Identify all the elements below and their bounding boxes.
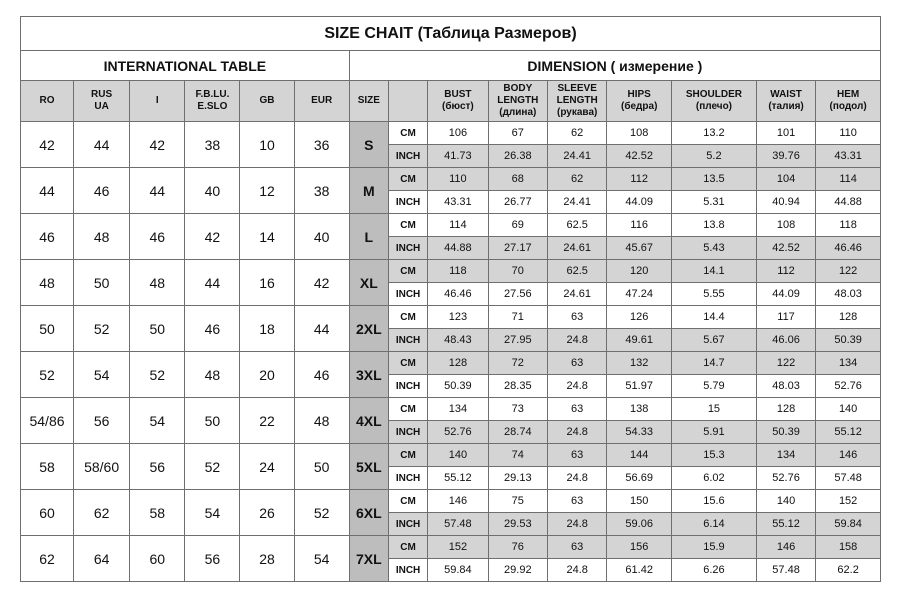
cm-value-cell: 104 <box>756 168 815 191</box>
cm-value-cell: 62.5 <box>547 214 606 237</box>
intl-size-cell: 14 <box>240 214 294 260</box>
cm-value-cell: 63 <box>547 352 606 375</box>
unit-cm-label: CM <box>388 352 427 375</box>
inch-value-cell: 55.12 <box>756 513 815 536</box>
intl-size-cell: 38 <box>294 168 349 214</box>
cm-value-cell: 67 <box>488 122 547 145</box>
cm-value-cell: 15.3 <box>672 444 757 467</box>
cm-value-cell: 117 <box>756 306 815 329</box>
size-label: 5XL <box>349 444 388 490</box>
inch-value-cell: 27.17 <box>488 237 547 260</box>
inch-value-cell: 24.61 <box>547 283 606 306</box>
dimension-label: DIMENSION ( измерение ) <box>349 51 880 81</box>
size-label: S <box>349 122 388 168</box>
inch-value-cell: 5.67 <box>672 329 757 352</box>
intl-size-cell: 52 <box>294 490 349 536</box>
cm-value-cell: 146 <box>428 490 488 513</box>
cm-value-cell: 146 <box>816 444 881 467</box>
inch-value-cell: 24.41 <box>547 191 606 214</box>
inch-value-cell: 5.2 <box>672 145 757 168</box>
unit-inch-label: INCH <box>388 421 427 444</box>
intl-size-cell: 46 <box>21 214 74 260</box>
intl-size-cell: 62 <box>21 536 74 582</box>
inch-value-cell: 59.84 <box>428 559 488 582</box>
table-row <box>21 398 881 421</box>
cm-value-cell: 112 <box>756 260 815 283</box>
international-table-label: INTERNATIONAL TABLE <box>21 51 350 81</box>
table-row <box>21 444 881 467</box>
cm-value-cell: 138 <box>607 398 672 421</box>
cm-value-cell: 108 <box>607 122 672 145</box>
unit-inch-label: INCH <box>388 283 427 306</box>
cm-value-cell: 63 <box>547 536 606 559</box>
inch-value-cell: 42.52 <box>607 145 672 168</box>
inch-value-cell: 51.97 <box>607 375 672 398</box>
inch-value-cell: 5.79 <box>672 375 757 398</box>
intl-size-cell: 52 <box>130 352 185 398</box>
cm-value-cell: 15.9 <box>672 536 757 559</box>
inch-value-cell: 43.31 <box>816 145 881 168</box>
cm-value-cell: 128 <box>756 398 815 421</box>
inch-value-cell: 59.06 <box>607 513 672 536</box>
cm-value-cell: 123 <box>428 306 488 329</box>
cm-value-cell: 14.4 <box>672 306 757 329</box>
unit-cm-label: CM <box>388 306 427 329</box>
header-waist: WAIST (талия) <box>756 81 815 122</box>
header-body-length: BODY LENGTH (длина) <box>488 81 547 122</box>
header-unit <box>388 81 427 122</box>
inch-value-cell: 5.91 <box>672 421 757 444</box>
unit-cm-label: CM <box>388 122 427 145</box>
intl-size-cell: 44 <box>294 306 349 352</box>
intl-size-cell: 44 <box>74 122 130 168</box>
cm-value-cell: 122 <box>756 352 815 375</box>
header-hips: HIPS (бедра) <box>607 81 672 122</box>
intl-size-cell: 54 <box>74 352 130 398</box>
cm-value-cell: 152 <box>816 490 881 513</box>
cm-value-cell: 134 <box>428 398 488 421</box>
cm-value-cell: 134 <box>816 352 881 375</box>
inch-value-cell: 44.88 <box>428 237 488 260</box>
cm-value-cell: 134 <box>756 444 815 467</box>
cm-value-cell: 110 <box>816 122 881 145</box>
intl-size-cell: 26 <box>240 490 294 536</box>
cm-value-cell: 72 <box>488 352 547 375</box>
header-size: SIZE <box>349 81 388 122</box>
inch-value-cell: 50.39 <box>756 421 815 444</box>
cm-value-cell: 74 <box>488 444 547 467</box>
intl-size-cell: 56 <box>185 536 240 582</box>
intl-size-cell: 64 <box>74 536 130 582</box>
cm-value-cell: 118 <box>816 214 881 237</box>
intl-size-cell: 50 <box>130 306 185 352</box>
header-hem: HEM (подол) <box>816 81 881 122</box>
cm-value-cell: 15.6 <box>672 490 757 513</box>
inch-value-cell: 28.35 <box>488 375 547 398</box>
inch-value-cell: 24.41 <box>547 145 606 168</box>
intl-size-cell: 60 <box>21 490 74 536</box>
cm-value-cell: 101 <box>756 122 815 145</box>
table-row <box>21 260 881 283</box>
inch-value-cell: 41.73 <box>428 145 488 168</box>
title-row <box>21 17 881 51</box>
cm-value-cell: 62 <box>547 122 606 145</box>
intl-size-cell: 50 <box>74 260 130 306</box>
unit-inch-label: INCH <box>388 237 427 260</box>
cm-value-cell: 62.5 <box>547 260 606 283</box>
intl-size-cell: 56 <box>130 444 185 490</box>
cm-value-cell: 13.2 <box>672 122 757 145</box>
inch-value-cell: 24.8 <box>547 329 606 352</box>
intl-size-cell: 44 <box>21 168 74 214</box>
intl-size-cell: 22 <box>240 398 294 444</box>
size-chart-table <box>20 16 881 582</box>
cm-value-cell: 120 <box>607 260 672 283</box>
inch-value-cell: 56.69 <box>607 467 672 490</box>
cm-value-cell: 69 <box>488 214 547 237</box>
inch-value-cell: 26.77 <box>488 191 547 214</box>
inch-value-cell: 26.38 <box>488 145 547 168</box>
cm-value-cell: 140 <box>428 444 488 467</box>
inch-value-cell: 57.48 <box>816 467 881 490</box>
cm-value-cell: 122 <box>816 260 881 283</box>
header-gb: GB <box>240 81 294 122</box>
size-label: 3XL <box>349 352 388 398</box>
table-row <box>21 122 881 145</box>
intl-size-cell: 12 <box>240 168 294 214</box>
header-sleeve-length: SLEEVE LENGTH (рукава) <box>547 81 606 122</box>
unit-cm-label: CM <box>388 490 427 513</box>
intl-size-cell: 36 <box>294 122 349 168</box>
header-ro: RO <box>21 81 74 122</box>
intl-size-cell: 42 <box>130 122 185 168</box>
header-fbluslo: F.B.LU. E.SLO <box>185 81 240 122</box>
cm-value-cell: 152 <box>428 536 488 559</box>
unit-cm-label: CM <box>388 444 427 467</box>
intl-size-cell: 42 <box>185 214 240 260</box>
intl-size-cell: 48 <box>130 260 185 306</box>
intl-size-cell: 42 <box>294 260 349 306</box>
intl-size-cell: 48 <box>185 352 240 398</box>
inch-value-cell: 43.31 <box>428 191 488 214</box>
inch-value-cell: 55.12 <box>428 467 488 490</box>
intl-size-cell: 48 <box>74 214 130 260</box>
cm-value-cell: 140 <box>816 398 881 421</box>
section-row <box>21 51 881 81</box>
cm-value-cell: 62 <box>547 168 606 191</box>
cm-value-cell: 14.7 <box>672 352 757 375</box>
inch-value-cell: 50.39 <box>816 329 881 352</box>
inch-value-cell: 52.76 <box>756 467 815 490</box>
intl-size-cell: 20 <box>240 352 294 398</box>
intl-size-cell: 54 <box>130 398 185 444</box>
inch-value-cell: 52.76 <box>428 421 488 444</box>
inch-value-cell: 61.42 <box>607 559 672 582</box>
size-label: M <box>349 168 388 214</box>
cm-value-cell: 13.5 <box>672 168 757 191</box>
inch-value-cell: 5.31 <box>672 191 757 214</box>
unit-inch-label: INCH <box>388 467 427 490</box>
cm-value-cell: 126 <box>607 306 672 329</box>
inch-value-cell: 24.8 <box>547 421 606 444</box>
inch-value-cell: 40.94 <box>756 191 815 214</box>
cm-value-cell: 75 <box>488 490 547 513</box>
inch-value-cell: 44.88 <box>816 191 881 214</box>
intl-size-cell: 52 <box>74 306 130 352</box>
intl-size-cell: 24 <box>240 444 294 490</box>
inch-value-cell: 5.43 <box>672 237 757 260</box>
inch-value-cell: 46.06 <box>756 329 815 352</box>
intl-size-cell: 38 <box>185 122 240 168</box>
inch-value-cell: 57.48 <box>756 559 815 582</box>
cm-value-cell: 114 <box>816 168 881 191</box>
table-row <box>21 168 881 191</box>
size-label: 7XL <box>349 536 388 582</box>
size-label: XL <box>349 260 388 306</box>
table-row <box>21 306 881 329</box>
inch-value-cell: 24.8 <box>547 513 606 536</box>
inch-value-cell: 59.84 <box>816 513 881 536</box>
intl-size-cell: 48 <box>294 398 349 444</box>
inch-value-cell: 28.74 <box>488 421 547 444</box>
intl-size-cell: 10 <box>240 122 294 168</box>
intl-size-cell: 58 <box>130 490 185 536</box>
unit-cm-label: CM <box>388 398 427 421</box>
cm-value-cell: 118 <box>428 260 488 283</box>
intl-size-cell: 46 <box>74 168 130 214</box>
intl-size-cell: 16 <box>240 260 294 306</box>
cm-value-cell: 146 <box>756 536 815 559</box>
inch-value-cell: 27.56 <box>488 283 547 306</box>
unit-cm-label: CM <box>388 260 427 283</box>
inch-value-cell: 24.8 <box>547 559 606 582</box>
size-label: L <box>349 214 388 260</box>
intl-size-cell: 46 <box>294 352 349 398</box>
intl-size-cell: 58/60 <box>74 444 130 490</box>
cm-value-cell: 14.1 <box>672 260 757 283</box>
cm-value-cell: 158 <box>816 536 881 559</box>
intl-size-cell: 46 <box>185 306 240 352</box>
inch-value-cell: 54.33 <box>607 421 672 444</box>
intl-size-cell: 44 <box>130 168 185 214</box>
inch-value-cell: 46.46 <box>816 237 881 260</box>
cm-value-cell: 128 <box>428 352 488 375</box>
inch-value-cell: 57.48 <box>428 513 488 536</box>
chart-title: SIZE CHAIT (Таблица Размеров) <box>21 17 881 51</box>
inch-value-cell: 46.46 <box>428 283 488 306</box>
intl-size-cell: 58 <box>21 444 74 490</box>
cm-value-cell: 73 <box>488 398 547 421</box>
cm-value-cell: 144 <box>607 444 672 467</box>
cm-value-cell: 116 <box>607 214 672 237</box>
inch-value-cell: 24.8 <box>547 375 606 398</box>
inch-value-cell: 39.76 <box>756 145 815 168</box>
inch-value-cell: 45.67 <box>607 237 672 260</box>
cm-value-cell: 71 <box>488 306 547 329</box>
unit-inch-label: INCH <box>388 191 427 214</box>
inch-value-cell: 48.03 <box>756 375 815 398</box>
cm-value-cell: 132 <box>607 352 672 375</box>
inch-value-cell: 24.8 <box>547 467 606 490</box>
cm-value-cell: 63 <box>547 444 606 467</box>
inch-value-cell: 6.14 <box>672 513 757 536</box>
cm-value-cell: 114 <box>428 214 488 237</box>
table-row <box>21 536 881 559</box>
inch-value-cell: 44.09 <box>756 283 815 306</box>
inch-value-cell: 29.92 <box>488 559 547 582</box>
intl-size-cell: 40 <box>294 214 349 260</box>
cm-value-cell: 15 <box>672 398 757 421</box>
cm-value-cell: 76 <box>488 536 547 559</box>
intl-size-cell: 52 <box>185 444 240 490</box>
unit-inch-label: INCH <box>388 559 427 582</box>
inch-value-cell: 49.61 <box>607 329 672 352</box>
size-label: 4XL <box>349 398 388 444</box>
unit-cm-label: CM <box>388 168 427 191</box>
size-chart <box>20 16 881 582</box>
intl-size-cell: 54 <box>185 490 240 536</box>
inch-value-cell: 29.13 <box>488 467 547 490</box>
header-bust: BUST (бюст) <box>428 81 488 122</box>
intl-size-cell: 28 <box>240 536 294 582</box>
cm-value-cell: 150 <box>607 490 672 513</box>
cm-value-cell: 68 <box>488 168 547 191</box>
inch-value-cell: 42.52 <box>756 237 815 260</box>
cm-value-cell: 106 <box>428 122 488 145</box>
inch-value-cell: 55.12 <box>816 421 881 444</box>
inch-value-cell: 44.09 <box>607 191 672 214</box>
inch-value-cell: 50.39 <box>428 375 488 398</box>
inch-value-cell: 6.02 <box>672 467 757 490</box>
unit-cm-label: CM <box>388 536 427 559</box>
intl-size-cell: 50 <box>294 444 349 490</box>
size-label: 6XL <box>349 490 388 536</box>
inch-value-cell: 62.2 <box>816 559 881 582</box>
cm-value-cell: 140 <box>756 490 815 513</box>
table-row <box>21 352 881 375</box>
unit-inch-label: INCH <box>388 375 427 398</box>
unit-inch-label: INCH <box>388 513 427 536</box>
intl-size-cell: 48 <box>21 260 74 306</box>
intl-size-cell: 18 <box>240 306 294 352</box>
inch-value-cell: 24.61 <box>547 237 606 260</box>
inch-value-cell: 47.24 <box>607 283 672 306</box>
intl-size-cell: 42 <box>21 122 74 168</box>
inch-value-cell: 29.53 <box>488 513 547 536</box>
header-rus-ua: RUS UA <box>74 81 130 122</box>
cm-value-cell: 13.8 <box>672 214 757 237</box>
intl-size-cell: 50 <box>185 398 240 444</box>
cm-value-cell: 110 <box>428 168 488 191</box>
unit-cm-label: CM <box>388 214 427 237</box>
header-i: I <box>130 81 185 122</box>
unit-inch-label: INCH <box>388 145 427 168</box>
header-shoulder: SHOULDER (плечо) <box>672 81 757 122</box>
intl-size-cell: 60 <box>130 536 185 582</box>
cm-value-cell: 128 <box>816 306 881 329</box>
cm-value-cell: 63 <box>547 398 606 421</box>
intl-size-cell: 46 <box>130 214 185 260</box>
cm-value-cell: 63 <box>547 306 606 329</box>
header-eur: EUR <box>294 81 349 122</box>
cm-value-cell: 108 <box>756 214 815 237</box>
cm-value-cell: 112 <box>607 168 672 191</box>
unit-inch-label: INCH <box>388 329 427 352</box>
inch-value-cell: 6.26 <box>672 559 757 582</box>
inch-value-cell: 5.55 <box>672 283 757 306</box>
table-row <box>21 214 881 237</box>
intl-size-cell: 54/86 <box>21 398 74 444</box>
cm-value-cell: 70 <box>488 260 547 283</box>
intl-size-cell: 50 <box>21 306 74 352</box>
cm-value-cell: 63 <box>547 490 606 513</box>
inch-value-cell: 52.76 <box>816 375 881 398</box>
header-row <box>21 81 881 122</box>
intl-size-cell: 44 <box>185 260 240 306</box>
intl-size-cell: 52 <box>21 352 74 398</box>
intl-size-cell: 40 <box>185 168 240 214</box>
intl-size-cell: 54 <box>294 536 349 582</box>
cm-value-cell: 156 <box>607 536 672 559</box>
intl-size-cell: 56 <box>74 398 130 444</box>
intl-size-cell: 62 <box>74 490 130 536</box>
inch-value-cell: 48.03 <box>816 283 881 306</box>
size-label: 2XL <box>349 306 388 352</box>
inch-value-cell: 27.95 <box>488 329 547 352</box>
inch-value-cell: 48.43 <box>428 329 488 352</box>
table-row <box>21 490 881 513</box>
